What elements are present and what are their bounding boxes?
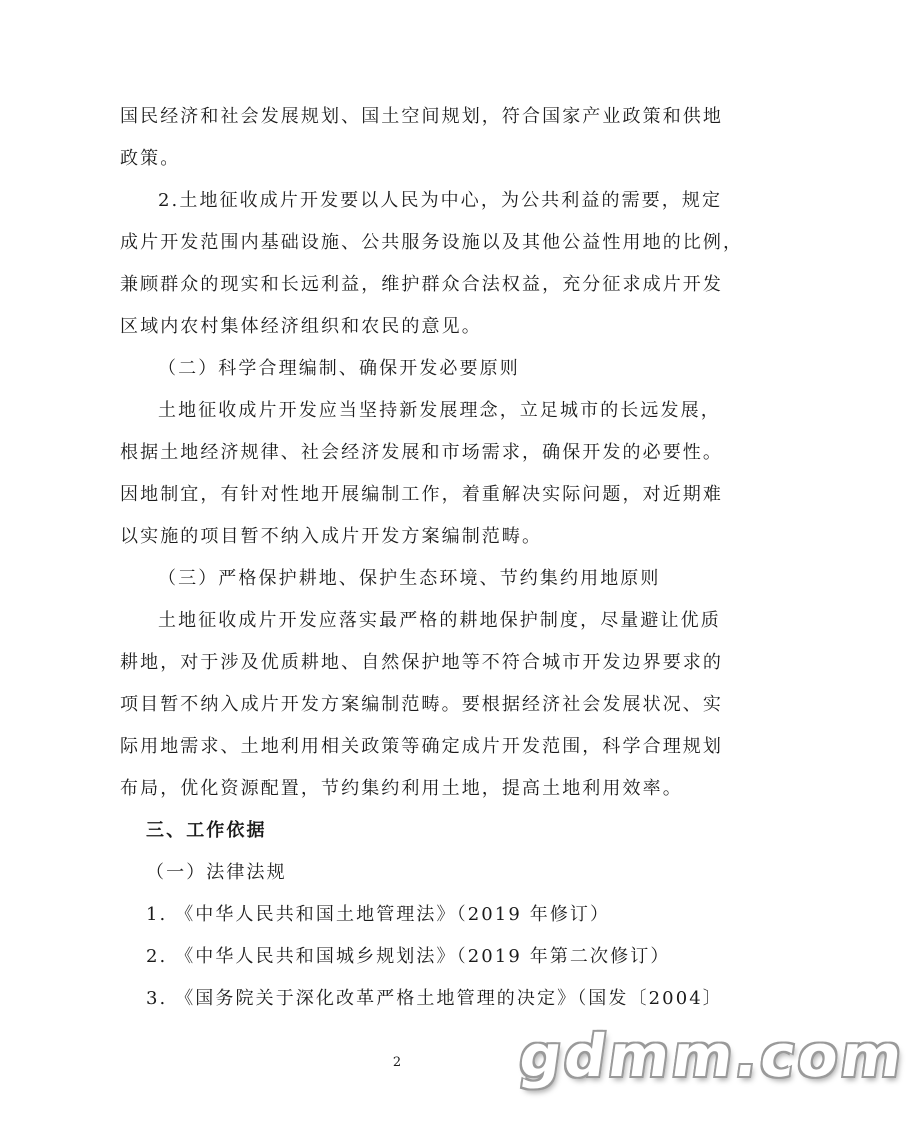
text-line: 布局，优化资源配置，节约集约利用土地，提高土地利用效率。 (120, 778, 683, 799)
section-heading: （三）严格保护耕地、保护生态环境、节约集约用地原则 (158, 568, 661, 589)
text-line: 土地征收成片开发应当坚持新发展理念，立足城市的长远发展， (158, 400, 721, 421)
text-line: 成片开发范围内基础设施、公共服务设施以及其他公益性用地的比例， (120, 232, 744, 253)
text-line: 耕地，对于涉及优质耕地、自然保护地等不符合城市开发边界要求的 (120, 652, 723, 673)
list-item: 3. 《国务院关于深化改革严格土地管理的决定》（国发〔2004〕 (146, 988, 723, 1009)
text-line: 土地征收成片开发应落实最严格的耕地保护制度，尽量避让优质 (158, 610, 721, 631)
text-line: 政策。 (120, 148, 181, 169)
text-line: 国民经济和社会发展规划、国土空间规划，符合国家产业政策和供地 (120, 106, 723, 127)
list-item: 1. 《中华人民共和国土地管理法》（2019 年修订） (146, 904, 611, 925)
text-line: 兼顾群众的现实和长远利益，维护群众合法权益，充分征求成片开发 (120, 274, 723, 295)
text-line: 以实施的项目暂不纳入成片开发方案编制范畴。 (120, 526, 543, 547)
section-heading: （一）法律法规 (146, 862, 287, 883)
text-line: 际用地需求、土地利用相关政策等确定成片开发范围，科学合理规划 (120, 736, 723, 757)
text-line: 2.土地征收成片开发要以人民为中心，为公共利益的需要，规定 (158, 190, 723, 211)
list-item: 2. 《中华人民共和国城乡规划法》（2019 年第二次修订） (146, 946, 671, 967)
text-line: 项目暂不纳入成片开发方案编制范畴。要根据经济社会发展状况、实 (120, 694, 723, 715)
text-line: 区域内农村集体经济组织和农民的意见。 (120, 316, 482, 337)
text-line: 因地制宜，有针对性地开展编制工作，着重解决实际问题，对近期难 (120, 484, 723, 505)
chapter-heading: 三、工作依据 (146, 820, 267, 841)
text-line: 根据土地经济规律、社会经济发展和市场需求，确保开发的必要性。 (120, 442, 723, 463)
watermark-logo: gdmm.com (515, 1022, 909, 1090)
page-number: 2 (392, 1055, 402, 1070)
section-heading: （二）科学合理编制、确保开发必要原则 (158, 358, 520, 379)
